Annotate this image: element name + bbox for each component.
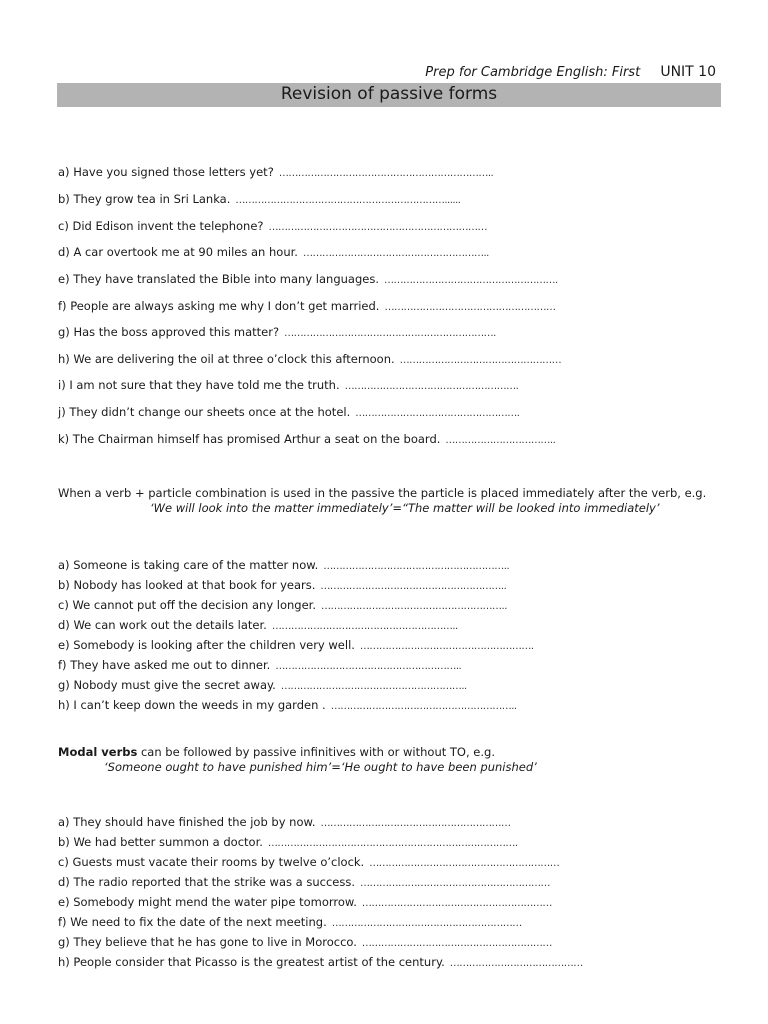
answer-line[interactable]: …………………………….. (445, 435, 556, 446)
answer-line[interactable]: ……………………………………………… (384, 302, 556, 313)
exercise-question: g) They believe that he has gone to live in Morocco. (58, 935, 357, 949)
exercise-question: k) The Chairman himself has promised Arthur a seat on the board. (58, 432, 441, 446)
modal-verbs-example: ‘Someone ought to have punished him’=‘He ought to have been punished’ (104, 760, 537, 774)
answer-line[interactable]: ………………………………………………….. (275, 661, 462, 672)
exercise-question: c) Did Edison invent the telephone? (58, 219, 264, 233)
exercise-question: a) Someone is taking care of the matter now. (58, 558, 319, 572)
exercise-question: c) Guests must vacate their rooms by twelve o’clock. (58, 855, 365, 869)
exercise-item (58, 895, 552, 909)
exercise-question: c) We cannot put off the decision any longer. (58, 598, 317, 612)
exercise-item (58, 272, 558, 286)
exercise-question: h) We are delivering the oil at three o’clock this afternoon. (58, 352, 395, 366)
exercise-item (58, 618, 458, 632)
answer-line[interactable]: …………………………………………… (399, 355, 562, 366)
exercise-question: b) We had better summon a doctor. (58, 835, 263, 849)
exercise-item (58, 835, 518, 849)
exercise-question: b) They grow tea in Sri Lanka. (58, 192, 231, 206)
particle-rule-example: ‘We will look into the matter immediately’=“The matter will be looked into immediately’ (150, 501, 660, 515)
answer-line[interactable]: …………………………………………………………...... (235, 195, 461, 206)
exercise-question: f) People are always asking me why I don’t get married. (58, 299, 380, 313)
exercise-question: f) They have asked me out to dinner. (58, 658, 271, 672)
answer-line[interactable]: ………………………………………………….. (320, 581, 507, 592)
exercise-question: f) We need to fix the date of the next meeting. (58, 915, 327, 929)
answer-line[interactable]: ………………………………………………….. (280, 681, 467, 692)
exercise-question: a) They should have finished the job by now. (58, 815, 316, 829)
exercise-item (58, 578, 506, 592)
header (425, 64, 716, 80)
answer-line[interactable]: ………………………………………………….. (302, 248, 489, 259)
answer-line[interactable]: …………………………………………………… (359, 878, 550, 889)
exercise-item (58, 219, 487, 233)
particle-rule-note: When a verb + particle combination is used in the passive the particle is placed immediately after the verb, e.g. (58, 486, 707, 500)
answer-line[interactable]: ……………………………………………. (355, 408, 520, 419)
exercise-question: g) Nobody must give the secret away. (58, 678, 276, 692)
answer-line[interactable]: …………………………………………………… (361, 938, 552, 949)
exercise-item (58, 165, 493, 179)
exercise-item (58, 935, 552, 949)
exercise-item (58, 855, 559, 869)
exercise-item (58, 955, 583, 969)
exercise-item (58, 678, 467, 692)
exercise-question: b) Nobody has looked at that book for years. (58, 578, 316, 592)
answer-line[interactable]: ……………………………………………………………………. (267, 838, 518, 849)
answer-line[interactable]: ………………………………………………. (384, 275, 558, 286)
exercise-item (58, 325, 496, 339)
answer-line[interactable]: …………………………………………………… (361, 898, 552, 909)
exercise-item (58, 378, 518, 392)
exercise-question: g) Has the boss approved this matter? (58, 325, 280, 339)
answer-line[interactable]: …………………………………………………………… (268, 222, 487, 233)
exercise-item (58, 405, 519, 419)
exercise-item (58, 638, 534, 652)
exercise-question: j) They didn’t change our sheets once at the hotel. (58, 405, 351, 419)
unit-label: UNIT 10 (660, 64, 716, 80)
exercise-item (58, 875, 550, 889)
exercise-item (58, 915, 522, 929)
exercise-question: d) We can work out the details later. (58, 618, 267, 632)
answer-line[interactable]: ………………………………………………. (344, 381, 519, 392)
answer-line[interactable]: …………………………………………………… (331, 918, 522, 929)
exercise-item (58, 245, 489, 259)
answer-line[interactable]: …………………………………… (449, 958, 583, 969)
exercise-question: d) The radio reported that the strike was a success. (58, 875, 355, 889)
answer-line[interactable]: …………………………………………………… (320, 818, 511, 829)
answer-line[interactable]: ………………………………………………………….. (278, 168, 494, 179)
answer-line[interactable]: …………………………………………………………. (284, 328, 496, 339)
exercise-item (58, 192, 460, 206)
exercise-item (58, 815, 511, 829)
exercise-question: h) I can’t keep down the weeds in my garden . (58, 698, 326, 712)
exercise-question: h) People consider that Picasso is the greatest artist of the century. (58, 955, 445, 969)
course-title: Prep for Cambridge English: First (425, 65, 641, 80)
answer-line[interactable]: ………………………………………………….. (321, 601, 507, 612)
exercise-question: e) Somebody might mend the water pipe tomorrow. (58, 895, 357, 909)
answer-line[interactable]: ………………………………………………….. (323, 561, 510, 572)
exercise-question: e) They have translated the Bible into many languages. (58, 272, 379, 286)
modal-verbs-note (58, 745, 495, 759)
exercise-item (58, 432, 555, 446)
exercise-item (58, 658, 461, 672)
exercise-question: i) I am not sure that they have told me the truth. (58, 378, 340, 392)
modal-verbs-text: can be followed by passive infinitives with or without TO, e.g. (137, 745, 495, 759)
exercise-question: e) Somebody is looking after the children very well. (58, 638, 355, 652)
answer-line[interactable]: ………………………………………………….. (271, 621, 458, 632)
exercise-item (58, 558, 509, 572)
exercise-item (58, 698, 517, 712)
exercise-question: d) A car overtook me at 90 miles an hour. (58, 245, 298, 259)
exercise-item (58, 352, 561, 366)
exercise-item (58, 299, 555, 313)
modal-verbs-bold: Modal verbs (58, 745, 138, 759)
exercise-question: a) Have you signed those letters yet? (58, 165, 274, 179)
answer-line[interactable]: ………………………………………………….. (330, 701, 517, 712)
exercise-item (58, 598, 507, 612)
page-title: Revision of passive forms (57, 83, 721, 107)
answer-line[interactable]: ………………………………………………. (359, 641, 534, 652)
answer-line[interactable]: …………………………………………………… (369, 858, 560, 869)
